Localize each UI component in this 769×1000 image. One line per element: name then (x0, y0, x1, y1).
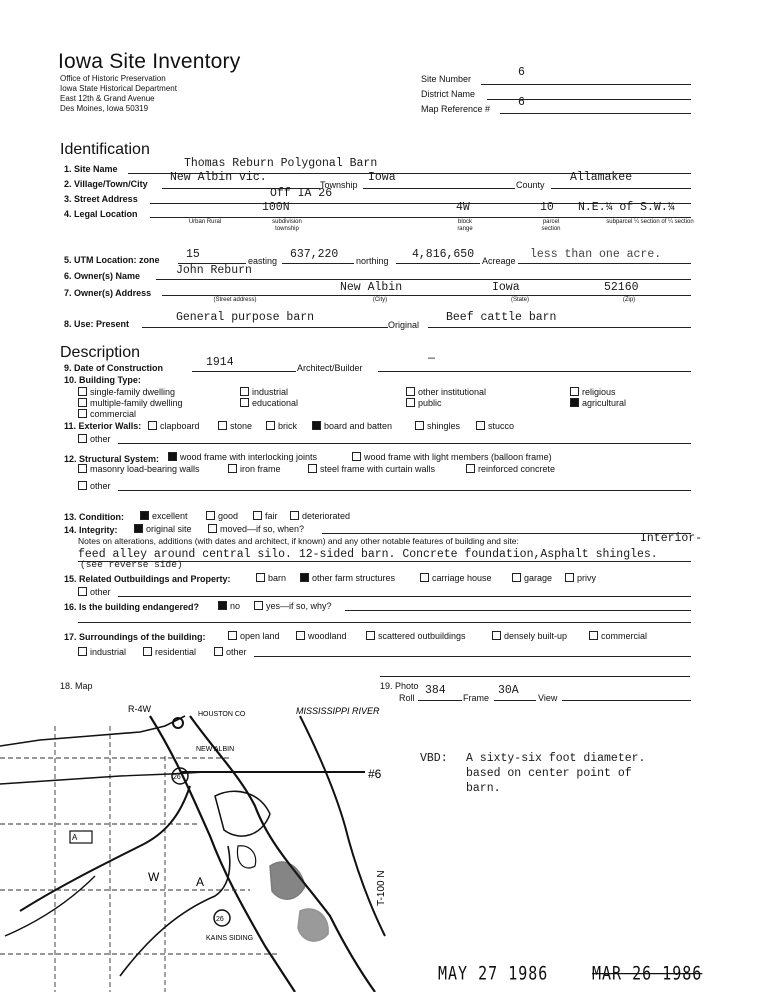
building-type-option[interactable]: educational (240, 398, 298, 408)
structural-option[interactable]: iron frame (228, 464, 281, 474)
checkbox[interactable] (78, 434, 87, 443)
checkbox[interactable] (420, 573, 429, 582)
outbuildings-label: 15. Related Outbuildings and Property: (64, 574, 231, 584)
checkbox-checked[interactable] (168, 452, 177, 461)
checkbox[interactable] (492, 631, 501, 640)
township-value[interactable]: Iowa (368, 171, 396, 184)
building-type-option[interactable]: agricultural (570, 398, 626, 408)
outbuilding-other-option[interactable]: other (78, 587, 111, 597)
legal-subparcel-value[interactable]: N.E.¼ of S.W.¼ (578, 201, 675, 214)
endangered-yes-option[interactable]: yes—if so, why? (254, 601, 332, 611)
northing-label: northing (356, 256, 389, 266)
checkbox[interactable] (208, 524, 217, 533)
location-map (0, 696, 395, 992)
use-original-value[interactable]: Beef cattle barn (446, 311, 557, 324)
department-street: East 12th & Grand Avenue (60, 94, 155, 103)
utm-zone-value[interactable]: 15 (186, 248, 200, 261)
checkbox[interactable] (352, 452, 361, 461)
checkbox[interactable] (206, 511, 215, 520)
date-of-construction-value[interactable]: 1914 (206, 356, 234, 369)
utm-label: 5. UTM Location: zone (64, 255, 160, 265)
crossed-date-stamp: MAR 26 1986 (592, 961, 703, 985)
roll-value[interactable]: 384 (425, 684, 446, 697)
map-reference-label: Map Reference # (421, 104, 491, 114)
notes-label: Notes on alterations, additions (with dates and architect, if known) and any other notable features of building and site: (78, 536, 519, 546)
vbd-text: based on center point of (466, 767, 632, 780)
northing-value[interactable]: 4,816,650 (412, 248, 475, 261)
structural-other-option[interactable]: other (78, 481, 111, 491)
address-sub-label: (Zip) (622, 297, 636, 303)
surroundings-option[interactable]: commercial (589, 631, 647, 641)
svg-text:A: A (72, 833, 78, 842)
checkbox[interactable] (78, 387, 87, 396)
legal-sub-label: subparcel ¼ section of ¼ section (606, 219, 694, 225)
building-type-option[interactable]: industrial (240, 387, 288, 397)
frame-label: Frame (463, 693, 490, 703)
owner-city-value[interactable]: New Albin (340, 281, 403, 294)
structural-option[interactable]: wood frame with interlocking joints (168, 452, 317, 462)
site-number-label: Site Number (421, 74, 472, 84)
notes-value[interactable]: feed alley around central silo. 12-sided barn. Concrete foundation,Asphalt shingles. (78, 548, 658, 561)
checkbox-checked[interactable] (300, 573, 309, 582)
a-label: A (196, 875, 205, 889)
vbd-text: barn. (466, 782, 501, 795)
owner-state-value[interactable]: Iowa (492, 281, 520, 294)
street-address-value[interactable]: Off IA 26 (270, 187, 333, 200)
township-label: Township (320, 180, 358, 190)
checkbox[interactable] (228, 631, 237, 640)
outbuilding-option[interactable]: garage (512, 573, 552, 583)
legal-subdivision-value[interactable]: 100N (262, 201, 290, 214)
street-address-label: 3. Street Address (64, 194, 138, 204)
owner-zip-value[interactable]: 52160 (604, 281, 639, 294)
building-type-option[interactable]: commercial (78, 409, 136, 419)
legal-sub-label: block range (457, 219, 473, 232)
department-city: Des Moines, Iowa 50319 (60, 104, 149, 113)
office-name: Office of Historic Preservation (60, 74, 166, 83)
condition-option[interactable]: deteriorated (290, 511, 350, 521)
checkbox-checked[interactable] (218, 601, 227, 610)
exterior-other-option[interactable]: other (78, 434, 111, 444)
notes-value[interactable]: Interior- (640, 532, 703, 545)
map-label: 18. Map (60, 681, 93, 691)
site-name-label: 1. Site Name (64, 164, 118, 174)
address-sub-label: (State) (510, 297, 529, 303)
address-sub-label: (City) (372, 297, 388, 303)
checkbox[interactable] (366, 631, 375, 640)
village-label: 2. Village/Town/City (64, 179, 148, 189)
exterior-option[interactable]: shingles (415, 421, 460, 431)
legal-sub-label: subdivision township (272, 219, 302, 232)
checkbox[interactable] (565, 573, 574, 582)
building-type-option[interactable]: other institutional (406, 387, 486, 397)
building-type-label: 10. Building Type: (64, 375, 141, 385)
township-label-map: T-100 N (376, 870, 387, 906)
structural-option[interactable]: wood frame with light members (balloon frame) (352, 452, 552, 462)
easting-label: easting (248, 256, 278, 266)
checkbox[interactable] (589, 631, 598, 640)
checkbox[interactable] (266, 421, 275, 430)
checkbox[interactable] (240, 387, 249, 396)
checkbox[interactable] (256, 573, 265, 582)
photo-label: 19. Photo (380, 681, 419, 691)
checkbox[interactable] (512, 573, 521, 582)
site-name-value[interactable]: Thomas Reburn Polygonal Barn (184, 157, 378, 170)
identification-heading: Identification (60, 141, 150, 158)
use-label: 8. Use: Present (64, 319, 130, 329)
checkbox[interactable] (78, 647, 87, 656)
address-sub-label: (Street address) (213, 297, 257, 303)
checkbox[interactable] (214, 647, 223, 656)
surroundings-option[interactable]: open land (228, 631, 280, 641)
integrity-moved-option[interactable]: moved—if so, when? (208, 524, 304, 534)
structural-option[interactable]: steel frame with curtain walls (308, 464, 435, 474)
acreage-label: Acreage (482, 256, 516, 266)
frame-value[interactable]: 30A (498, 684, 519, 697)
checkbox[interactable] (466, 464, 475, 473)
checkbox[interactable] (415, 421, 424, 430)
range-label: R-4W (128, 704, 151, 714)
use-original-label: Original (388, 320, 420, 330)
svg-text:26: 26 (216, 916, 224, 923)
building-type-option[interactable]: single-family dwelling (78, 387, 175, 397)
legal-sub-label: Urban Rural (188, 219, 222, 225)
surroundings-option[interactable]: scattered outbuildings (366, 631, 466, 641)
checkbox[interactable] (78, 464, 87, 473)
condition-option[interactable]: excellent (140, 511, 188, 521)
acreage-value[interactable]: less than one acre. (530, 248, 662, 261)
outbuilding-option[interactable]: other farm structures (300, 573, 395, 583)
surroundings-option[interactable]: industrial (78, 647, 126, 657)
condition-option[interactable]: fair (253, 511, 278, 521)
exterior-option[interactable]: stone (218, 421, 252, 431)
form-title: Iowa Site Inventory (58, 50, 241, 73)
building-type-option[interactable]: public (406, 398, 442, 408)
vbd-text: A sixty-six foot diameter. (466, 752, 646, 765)
checkbox[interactable] (143, 647, 152, 656)
surroundings-option[interactable]: woodland (296, 631, 347, 641)
siding-label: KAINS SIDING (206, 935, 254, 942)
checkbox[interactable] (228, 464, 237, 473)
checkbox[interactable] (78, 481, 87, 490)
integrity-label: 14. Integrity: (64, 525, 118, 535)
outbuilding-option[interactable]: carriage house (420, 573, 492, 583)
outbuilding-option[interactable]: barn (256, 573, 286, 583)
checkbox-checked[interactable] (570, 398, 579, 407)
checkbox[interactable] (296, 631, 305, 640)
site-number-value[interactable]: 6 (518, 66, 525, 79)
condition-label: 13. Condition: (64, 512, 124, 522)
legal-parcel-value[interactable]: 10 (540, 201, 554, 214)
legal-range-value[interactable]: 4W (456, 201, 470, 214)
date-of-construction-label: 9. Date of Construction (64, 363, 164, 373)
exterior-option[interactable]: clapboard (148, 421, 200, 431)
structural-option[interactable]: masonry load-bearing walls (78, 464, 200, 474)
checkbox[interactable] (78, 409, 87, 418)
integrity-original-option[interactable]: original site (134, 524, 192, 534)
checkbox[interactable] (78, 398, 87, 407)
notes-reverse: (see reverse side) (80, 559, 183, 570)
view-label: View (538, 693, 558, 703)
structural-option[interactable]: reinforced concrete (466, 464, 555, 474)
checkbox-checked[interactable] (312, 421, 321, 430)
checkbox[interactable] (406, 398, 415, 407)
condition-option[interactable]: good (206, 511, 238, 521)
owner-address-label: 7. Owner(s) Address (64, 288, 152, 298)
exterior-option[interactable]: stucco (476, 421, 514, 431)
use-present-value[interactable]: General purpose barn (176, 311, 315, 324)
checkbox[interactable] (78, 587, 87, 596)
map-reference-value[interactable]: 6 (518, 96, 525, 109)
received-date-stamp: MAY 27 1986 (438, 961, 549, 985)
roll-label: Roll (399, 693, 415, 703)
site-marker-label: #6 (368, 767, 382, 781)
checkbox[interactable] (253, 511, 262, 520)
surroundings-label: 17. Surroundings of the building: (64, 632, 206, 642)
description-heading: Description (60, 344, 141, 361)
checkbox[interactable] (308, 464, 317, 473)
w-label: W (148, 870, 160, 884)
county-label-map: HOUSTON CO (198, 711, 246, 718)
architect-value[interactable]: — (428, 352, 435, 365)
legal-sub-label: parcel section (541, 219, 561, 232)
checkbox[interactable] (570, 387, 579, 396)
easting-value[interactable]: 637,220 (290, 248, 339, 261)
town-label: NEW ALBIN (196, 746, 235, 753)
architect-label: Architect/Builder (297, 363, 363, 373)
checkbox[interactable] (290, 511, 299, 520)
building-type-option[interactable]: religious (570, 387, 616, 397)
checkbox[interactable] (406, 387, 415, 396)
structural-system-label: 12. Structural System: (64, 454, 160, 464)
river-label: MISSISSIPPI RIVER (296, 706, 380, 716)
checkbox[interactable] (218, 421, 227, 430)
village-value[interactable]: New Albin vic. (170, 171, 267, 184)
district-name-label: District Name (421, 89, 476, 99)
surroundings-option[interactable]: densely built-up (492, 631, 567, 641)
endangered-label: 16. Is the building endangered? (64, 602, 200, 612)
owner-name-value[interactable]: John Reburn (176, 264, 252, 277)
exterior-option[interactable]: board and batten (312, 421, 392, 431)
svg-text:26: 26 (173, 774, 181, 781)
building-type-option[interactable]: multiple-family dwelling (78, 398, 183, 408)
checkbox[interactable] (254, 601, 263, 610)
outbuilding-option[interactable]: privy (565, 573, 596, 583)
exterior-option[interactable]: brick (266, 421, 297, 431)
exterior-walls-label: 11. Exterior Walls: (64, 421, 142, 431)
vbd-label: VBD: (420, 752, 448, 765)
checkbox[interactable] (240, 398, 249, 407)
checkbox-checked[interactable] (134, 524, 143, 533)
checkbox[interactable] (476, 421, 485, 430)
owner-name-label: 6. Owner(s) Name (64, 271, 141, 281)
checkbox[interactable] (148, 421, 157, 430)
surroundings-option[interactable]: residential (143, 647, 196, 657)
county-label: County (516, 180, 545, 190)
endangered-no-option[interactable]: no (218, 601, 240, 611)
county-value[interactable]: Allamakee (570, 171, 633, 184)
department-name: Iowa State Historical Department (60, 84, 177, 93)
surroundings-option[interactable]: other (214, 647, 247, 657)
legal-location-label: 4. Legal Location (64, 209, 138, 219)
checkbox-checked[interactable] (140, 511, 149, 520)
